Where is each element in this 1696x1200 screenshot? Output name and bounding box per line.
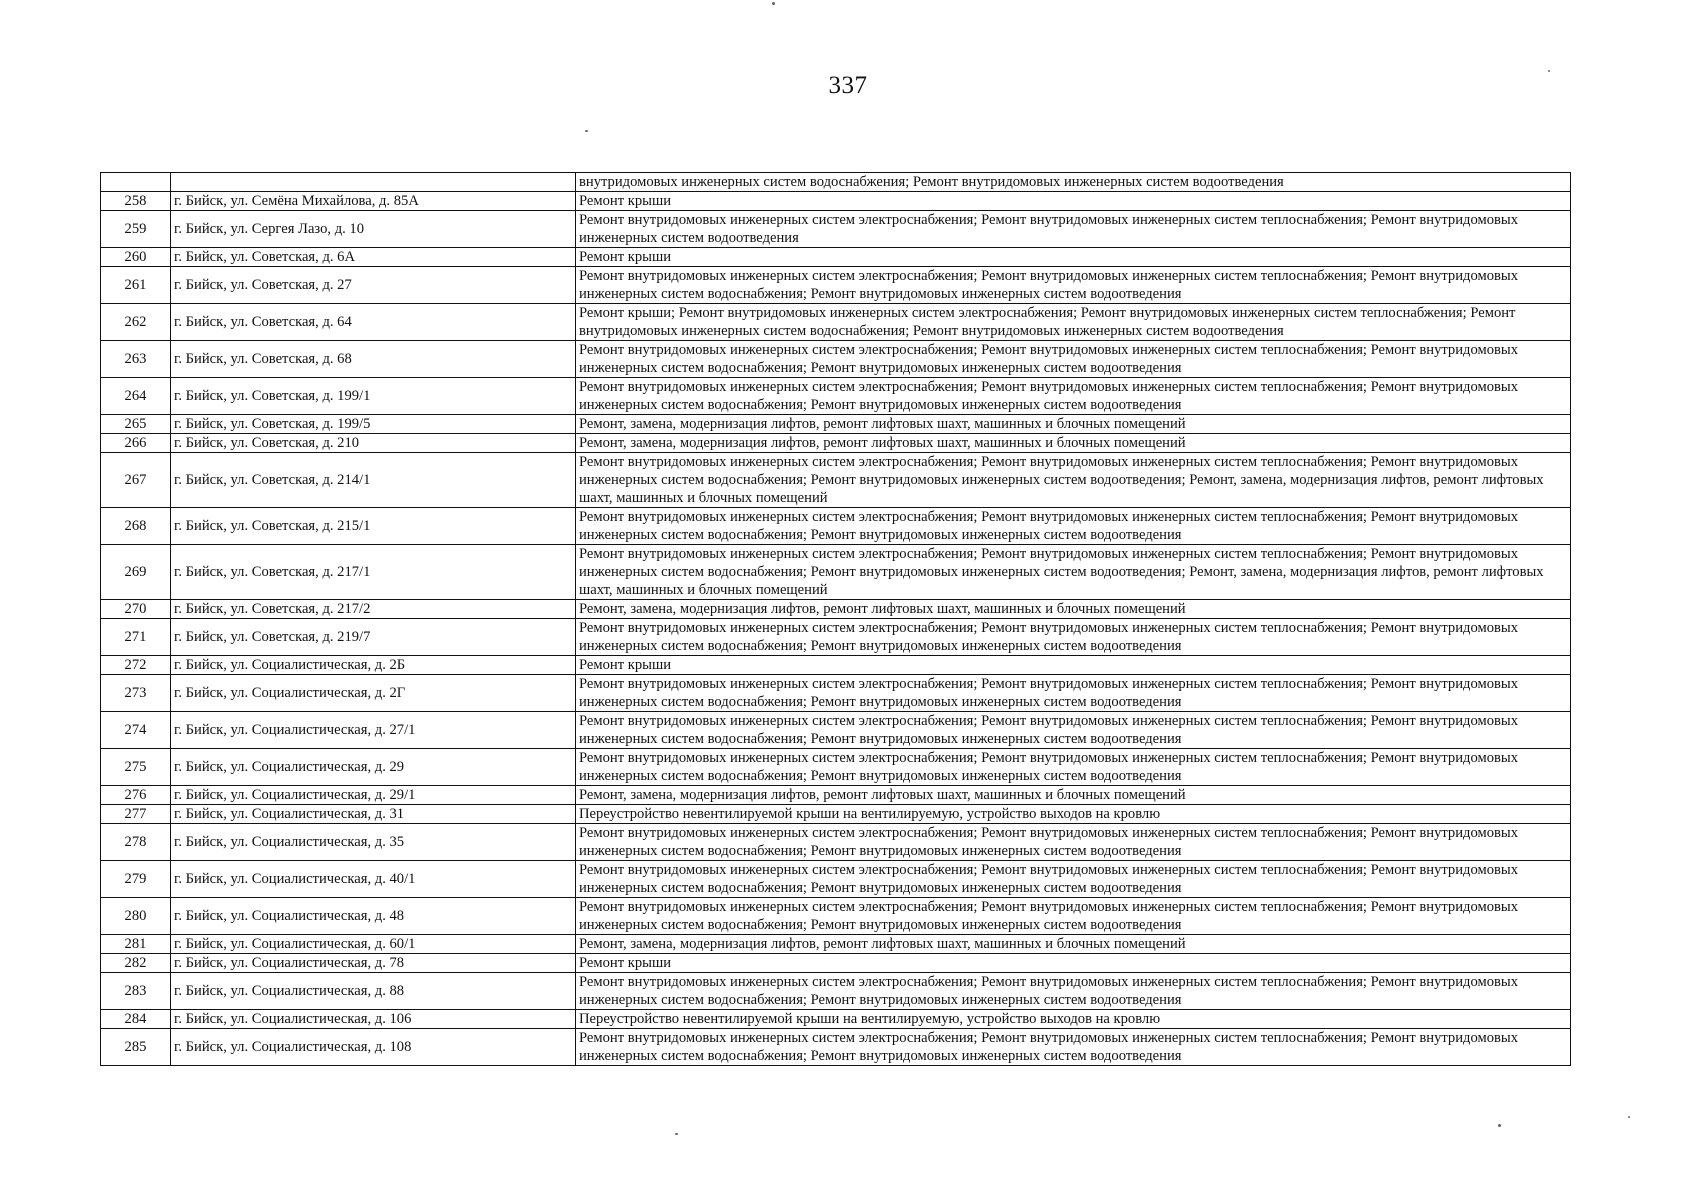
row-number-cell: 274 xyxy=(101,712,171,749)
address-cell: г. Бийск, ул. Советская, д. 199/1 xyxy=(171,378,576,415)
row-number-cell: 273 xyxy=(101,675,171,712)
address-cell: г. Бийск, ул. Социалистическая, д. 108 xyxy=(171,1029,576,1066)
row-number-cell: 271 xyxy=(101,619,171,656)
row-number-cell: 260 xyxy=(101,248,171,267)
table-row xyxy=(101,824,1571,861)
row-number-cell: 276 xyxy=(101,786,171,805)
row-number-cell: 285 xyxy=(101,1029,171,1066)
works-cell: Ремонт крыши xyxy=(576,248,1571,267)
table-row xyxy=(101,656,1571,675)
row-number-cell: 267 xyxy=(101,453,171,508)
address-cell: г. Бийск, ул. Советская, д. 64 xyxy=(171,304,576,341)
address-cell: г. Бийск, ул. Социалистическая, д. 48 xyxy=(171,898,576,935)
works-cell: Ремонт внутридомовых инженерных систем электроснабжения; Ремонт внутридомовых инженерных систем теплоснабжения; Ремонт внутридомовых инженерных систем водоснабжения; Ремонт внутридомовых инженерных систем водоотведения; Ремонт, замена, модернизация лифтов, ремонт лифтовых шахт, машинных и блочных помещений xyxy=(576,453,1571,508)
address-cell xyxy=(171,173,576,192)
address-cell: г. Бийск, ул. Семёна Михайлова, д. 85А xyxy=(171,192,576,211)
row-number-cell: 258 xyxy=(101,192,171,211)
table-row xyxy=(101,675,1571,712)
table-row xyxy=(101,173,1571,192)
works-cell: Ремонт крыши xyxy=(576,954,1571,973)
row-number-cell: 265 xyxy=(101,415,171,434)
table-row xyxy=(101,1010,1571,1029)
row-number-cell: 283 xyxy=(101,973,171,1010)
row-number-cell: 280 xyxy=(101,898,171,935)
row-number-cell: 272 xyxy=(101,656,171,675)
scan-speck xyxy=(1498,1124,1501,1127)
address-cell: г. Бийск, ул. Сергея Лазо, д. 10 xyxy=(171,211,576,248)
table-row xyxy=(101,378,1571,415)
table-row xyxy=(101,973,1571,1010)
address-cell: г. Бийск, ул. Советская, д. 215/1 xyxy=(171,508,576,545)
works-cell: Ремонт внутридомовых инженерных систем электроснабжения; Ремонт внутридомовых инженерных систем теплоснабжения; Ремонт внутридомовых инженерных систем водоснабжения; Ремонт внутридомовых инженерных систем водоотведения xyxy=(576,973,1571,1010)
works-cell: Ремонт внутридомовых инженерных систем электроснабжения; Ремонт внутридомовых инженерных систем теплоснабжения; Ремонт внутридомовых инженерных систем водоснабжения; Ремонт внутридомовых инженерных систем водоотведения xyxy=(576,619,1571,656)
address-cell: г. Бийск, ул. Социалистическая, д. 29 xyxy=(171,749,576,786)
works-cell: Ремонт внутридомовых инженерных систем электроснабжения; Ремонт внутридомовых инженерных систем теплоснабжения; Ремонт внутридомовых инженерных систем водоснабжения; Ремонт внутридомовых инженерных систем водоотведения xyxy=(576,508,1571,545)
scan-speck xyxy=(1628,1116,1630,1118)
table-row xyxy=(101,211,1571,248)
address-cell: г. Бийск, ул. Социалистическая, д. 106 xyxy=(171,1010,576,1029)
address-cell: г. Бийск, ул. Советская, д. 219/7 xyxy=(171,619,576,656)
address-cell: г. Бийск, ул. Советская, д. 199/5 xyxy=(171,415,576,434)
row-number-cell: 269 xyxy=(101,545,171,600)
row-number-cell: 277 xyxy=(101,805,171,824)
works-cell: Ремонт крыши; Ремонт внутридомовых инженерных систем электроснабжения; Ремонт внутридомовых инженерных систем теплоснабжения; Ремонт внутридомовых инженерных систем водоснабжения; Ремонт внутридомовых инженерных систем водоотведения xyxy=(576,304,1571,341)
table-row xyxy=(101,192,1571,211)
table-row xyxy=(101,341,1571,378)
works-cell: Ремонт внутридомовых инженерных систем электроснабжения; Ремонт внутридомовых инженерных систем теплоснабжения; Ремонт внутридомовых инженерных систем водоснабжения; Ремонт внутридомовых инженерных систем водоотведения xyxy=(576,749,1571,786)
table-row xyxy=(101,434,1571,453)
works-cell: Ремонт внутридомовых инженерных систем электроснабжения; Ремонт внутридомовых инженерных систем теплоснабжения; Ремонт внутридомовых инженерных систем водоснабжения; Ремонт внутридомовых инженерных систем водоотведения xyxy=(576,824,1571,861)
row-number-cell: 281 xyxy=(101,935,171,954)
address-cell: г. Бийск, ул. Социалистическая, д. 35 xyxy=(171,824,576,861)
address-cell: г. Бийск, ул. Социалистическая, д. 2Г xyxy=(171,675,576,712)
row-number-cell: 263 xyxy=(101,341,171,378)
works-cell: Ремонт, замена, модернизация лифтов, ремонт лифтовых шахт, машинных и блочных помещений xyxy=(576,600,1571,619)
table-row xyxy=(101,786,1571,805)
scan-speck xyxy=(675,1133,678,1135)
works-cell: Ремонт внутридомовых инженерных систем электроснабжения; Ремонт внутридомовых инженерных систем теплоснабжения; Ремонт внутридомовых инженерных систем водоснабжения; Ремонт внутридомовых инженерных систем водоотведения xyxy=(576,378,1571,415)
row-number-cell: 268 xyxy=(101,508,171,545)
table-row xyxy=(101,861,1571,898)
works-cell: Ремонт, замена, модернизация лифтов, ремонт лифтовых шахт, машинных и блочных помещений xyxy=(576,434,1571,453)
works-cell: Ремонт внутридомовых инженерных систем электроснабжения; Ремонт внутридомовых инженерных систем теплоснабжения; Ремонт внутридомовых инженерных систем водоснабжения; Ремонт внутридомовых инженерных систем водоотведения xyxy=(576,861,1571,898)
works-cell: Переустройство невентилируемой крыши на вентилируемую, устройство выходов на кровлю xyxy=(576,805,1571,824)
table-row xyxy=(101,1029,1571,1066)
table-row xyxy=(101,600,1571,619)
works-cell: Ремонт крыши xyxy=(576,192,1571,211)
works-cell: Ремонт крыши xyxy=(576,656,1571,675)
row-number-cell: 279 xyxy=(101,861,171,898)
row-number-cell: 270 xyxy=(101,600,171,619)
row-number-cell: 275 xyxy=(101,749,171,786)
row-number-cell xyxy=(101,173,171,192)
address-cell: г. Бийск, ул. Советская, д. 217/2 xyxy=(171,600,576,619)
row-number-cell: 262 xyxy=(101,304,171,341)
table-row xyxy=(101,248,1571,267)
works-cell: Ремонт внутридомовых инженерных систем электроснабжения; Ремонт внутридомовых инженерных систем теплоснабжения; Ремонт внутридомовых инженерных систем водоснабжения; Ремонт внутридомовых инженерных систем водоотведения xyxy=(576,1029,1571,1066)
scan-speck xyxy=(1548,70,1550,72)
row-number-cell: 284 xyxy=(101,1010,171,1029)
address-cell: г. Бийск, ул. Советская, д. 214/1 xyxy=(171,453,576,508)
address-cell: г. Бийск, ул. Социалистическая, д. 27/1 xyxy=(171,712,576,749)
row-number-cell: 266 xyxy=(101,434,171,453)
address-cell: г. Бийск, ул. Социалистическая, д. 88 xyxy=(171,973,576,1010)
works-cell: Переустройство невентилируемой крыши на вентилируемую, устройство выходов на кровлю xyxy=(576,1010,1571,1029)
table-row xyxy=(101,805,1571,824)
table-row xyxy=(101,267,1571,304)
row-number-cell: 278 xyxy=(101,824,171,861)
table-row xyxy=(101,415,1571,434)
works-cell: Ремонт внутридомовых инженерных систем электроснабжения; Ремонт внутридомовых инженерных систем теплоснабжения; Ремонт внутридомовых инженерных систем водоснабжения; Ремонт внутридомовых инженерных систем водоотведения xyxy=(576,712,1571,749)
works-cell: Ремонт, замена, модернизация лифтов, ремонт лифтовых шахт, машинных и блочных помещений xyxy=(576,935,1571,954)
address-cell: г. Бийск, ул. Социалистическая, д. 2Б xyxy=(171,656,576,675)
address-cell: г. Бийск, ул. Советская, д. 27 xyxy=(171,267,576,304)
row-number-cell: 261 xyxy=(101,267,171,304)
works-cell: Ремонт внутридомовых инженерных систем электроснабжения; Ремонт внутридомовых инженерных систем теплоснабжения; Ремонт внутридомовых инженерных систем водоотведения xyxy=(576,211,1571,248)
works-cell: внутридомовых инженерных систем водоснабжения; Ремонт внутридомовых инженерных систем водоотведения xyxy=(576,173,1571,192)
table-row xyxy=(101,619,1571,656)
table-row xyxy=(101,453,1571,508)
table-row xyxy=(101,304,1571,341)
row-number-cell: 282 xyxy=(101,954,171,973)
table-body xyxy=(101,173,1571,1066)
table-row xyxy=(101,898,1571,935)
capital-repair-table xyxy=(100,172,1571,1066)
address-cell: г. Бийск, ул. Социалистическая, д. 40/1 xyxy=(171,861,576,898)
works-cell: Ремонт внутридомовых инженерных систем электроснабжения; Ремонт внутридомовых инженерных систем теплоснабжения; Ремонт внутридомовых инженерных систем водоснабжения; Ремонт внутридомовых инженерных систем водоотведения xyxy=(576,341,1571,378)
address-cell: г. Бийск, ул. Социалистическая, д. 29/1 xyxy=(171,786,576,805)
address-cell: г. Бийск, ул. Социалистическая, д. 78 xyxy=(171,954,576,973)
works-cell: Ремонт, замена, модернизация лифтов, ремонт лифтовых шахт, машинных и блочных помещений xyxy=(576,786,1571,805)
table-row xyxy=(101,712,1571,749)
address-cell: г. Бийск, ул. Советская, д. 68 xyxy=(171,341,576,378)
table-row xyxy=(101,508,1571,545)
works-cell: Ремонт, замена, модернизация лифтов, ремонт лифтовых шахт, машинных и блочных помещений xyxy=(576,415,1571,434)
address-cell: г. Бийск, ул. Социалистическая, д. 31 xyxy=(171,805,576,824)
works-cell: Ремонт внутридомовых инженерных систем электроснабжения; Ремонт внутридомовых инженерных систем теплоснабжения; Ремонт внутридомовых инженерных систем водоснабжения; Ремонт внутридомовых инженерных систем водоотведения xyxy=(576,898,1571,935)
works-cell: Ремонт внутридомовых инженерных систем электроснабжения; Ремонт внутридомовых инженерных систем теплоснабжения; Ремонт внутридомовых инженерных систем водоснабжения; Ремонт внутридомовых инженерных систем водоотведения; Ремонт, замена, модернизация лифтов, ремонт лифтовых шахт, машинных и блочных помещений xyxy=(576,545,1571,600)
address-cell: г. Бийск, ул. Советская, д. 217/1 xyxy=(171,545,576,600)
table-row xyxy=(101,749,1571,786)
scan-speck xyxy=(772,2,775,5)
address-cell: г. Бийск, ул. Социалистическая, д. 60/1 xyxy=(171,935,576,954)
page-number: 337 xyxy=(828,72,868,99)
scan-speck xyxy=(585,130,588,132)
works-cell: Ремонт внутридомовых инженерных систем электроснабжения; Ремонт внутридомовых инженерных систем теплоснабжения; Ремонт внутридомовых инженерных систем водоснабжения; Ремонт внутридомовых инженерных систем водоотведения xyxy=(576,675,1571,712)
table-row xyxy=(101,545,1571,600)
table-row xyxy=(101,935,1571,954)
table-row xyxy=(101,954,1571,973)
row-number-cell: 259 xyxy=(101,211,171,248)
row-number-cell: 264 xyxy=(101,378,171,415)
works-cell: Ремонт внутридомовых инженерных систем электроснабжения; Ремонт внутридомовых инженерных систем теплоснабжения; Ремонт внутридомовых инженерных систем водоснабжения; Ремонт внутридомовых инженерных систем водоотведения xyxy=(576,267,1571,304)
address-cell: г. Бийск, ул. Советская, д. 210 xyxy=(171,434,576,453)
address-cell: г. Бийск, ул. Советская, д. 6А xyxy=(171,248,576,267)
